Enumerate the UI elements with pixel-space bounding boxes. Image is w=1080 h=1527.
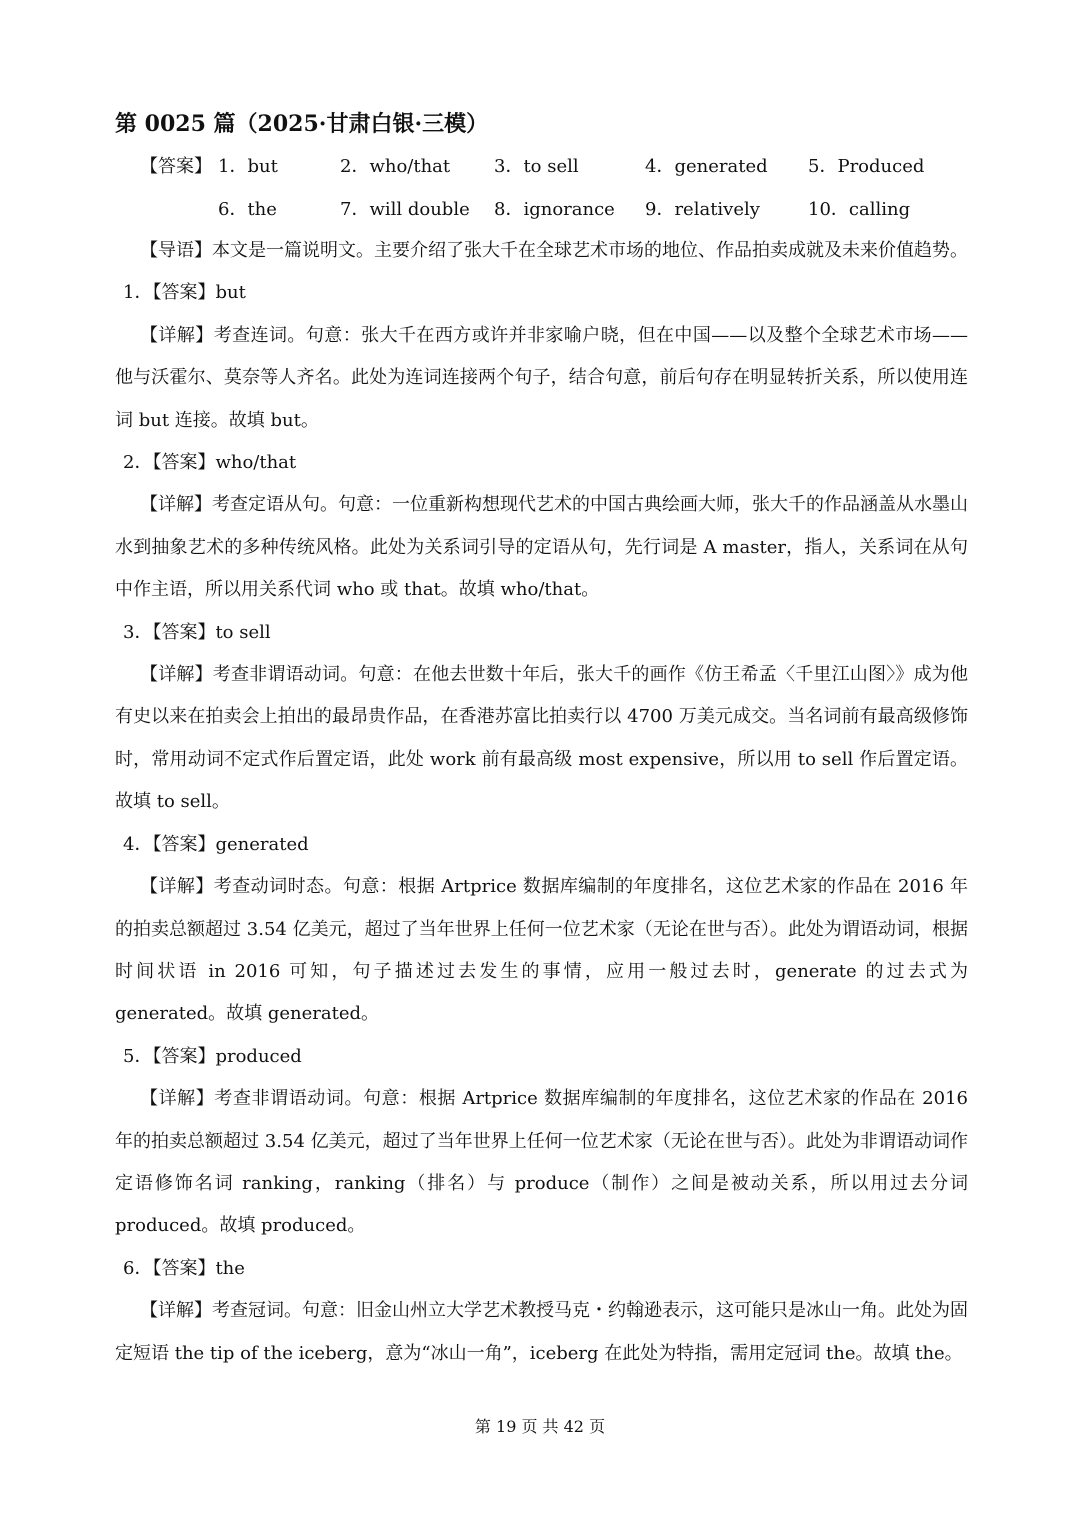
item-answer-heading: 2．【答案】who/that: [123, 452, 297, 474]
page-title: 第 0025 篇（2025·甘肃白银·三模）: [115, 111, 489, 137]
item-detail: 【详解】考查非谓语动词。句意：在他去世数十年后，张大千的画作《仿王希孟〈千里江山图〉》成为他有史以来在拍卖会上拍出的最昂贵作品，在香港苏富比拍卖行以 4700 万美元成交。当名词前有最高级修饰时，常用动词不定式作后置定语，此处 work 前有最高级 most expensive，所以用 to sell 作后置定语。故填 to sell。: [115, 664, 968, 813]
answer-item: 2．who/that: [340, 156, 451, 177]
page-footer: 第 19 页 共 42 页: [474, 1417, 606, 1436]
answer-item: 5．Produced: [808, 156, 925, 177]
answer-item: 10．calling: [808, 199, 911, 220]
answer-item: 8．ignorance: [494, 199, 615, 220]
answer-item: 9．relatively: [645, 199, 760, 220]
answer-tag: 【答案】: [140, 156, 212, 177]
item-answer-heading: 5．【答案】produced: [123, 1045, 302, 1067]
item-answer-heading: 6．【答案】the: [123, 1257, 245, 1279]
answer-item: 4．generated: [645, 156, 768, 177]
item-detail: 【详解】考查动词时态。句意：根据 Artprice 数据库编制的年度排名，这位艺术家的作品在 2016 年的拍卖总额超过 3.54 亿美元，超过了当年世界上任何一位艺术家（无论在世与否）。此处为谓语动词，根据时间状语 in 2016 可知，句子描述过去发生的事情，应用一般过去时，generate 的过去式为 generated。故填 generated。: [115, 876, 968, 1025]
item-detail: 【详解】考查非谓语动词。句意：根据 Artprice 数据库编制的年度排名，这位艺术家的作品在 2016 年的拍卖总额超过 3.54 亿美元，超过了当年世界上任何一位艺术家（无论在世与否）。此处为非谓语动词作定语修饰名词 ranking，ranking（排名）与 produce（制作）之间是被动关系，所以用过去分词 produced。故填 produced。: [115, 1088, 968, 1237]
item-detail: 【详解】考查冠词。句意：旧金山州立大学艺术教授马克・约翰逊表示，这可能只是冰山一角。此处为固定短语 the tip of the iceberg，意为“冰山一角”，iceberg 在此处为特指，需用定冠词 the。故填 the。: [115, 1300, 968, 1364]
intro-paragraph: 【导语】本文是一篇说明文。主要介绍了张大千在全球艺术市场的地位、作品拍卖成就及未来价值趋势。: [140, 240, 968, 261]
answer-item: 6．the: [218, 199, 277, 220]
answer-item: 3．to sell: [494, 156, 579, 177]
explanation-body: [115, 230, 968, 1375]
answer-item: 7．will double: [340, 199, 470, 220]
item-answer-heading: 4．【答案】generated: [123, 833, 309, 855]
item-answer-heading: 3．【答案】to sell: [123, 621, 271, 643]
item-answer-heading: 1．【答案】but: [123, 282, 246, 304]
item-detail: 【详解】考查连词。句意：张大千在西方或许并非家喻户晓，但在中国——以及整个全球艺术市场—— 他与沃霍尔、莫奈等人齐名。此处为连词连接两个句子，结合句意，前后句存在明显转折关系，所以使用连词 but 连接。故填 but。: [115, 324, 968, 431]
answer-item: 1．but: [218, 156, 278, 177]
item-detail: 【详解】考查定语从句。句意：一位重新构想现代艺术的中国古典绘画大师，张大千的作品涵盖从水墨山水到抽象艺术的多种传统风格。此处为关系词引导的定语从句，先行词是 A master，指人，关系词在从句中作主语，所以用关系代词 who 或 that。故填 who/that。: [115, 494, 968, 601]
